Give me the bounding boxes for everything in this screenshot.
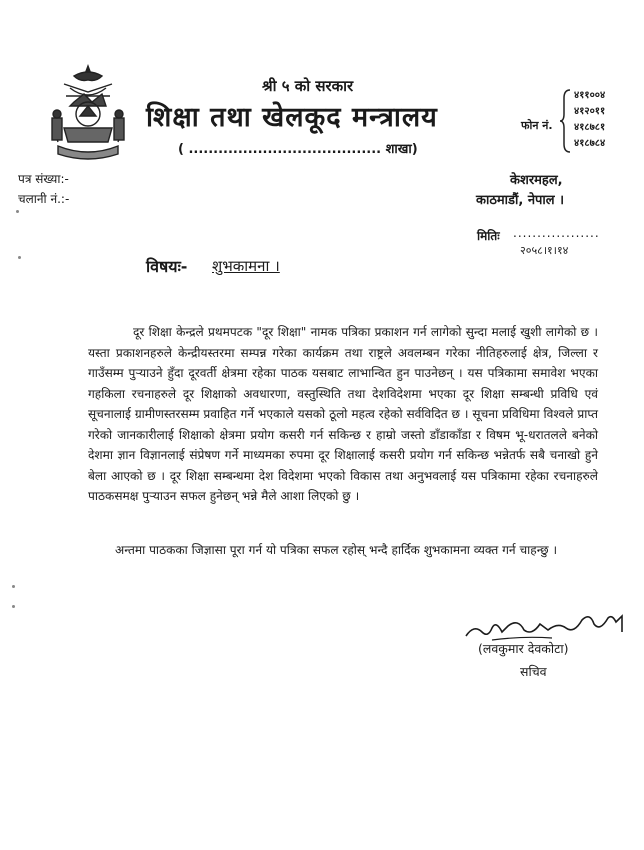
phone-number: ४१८७८१ xyxy=(574,122,606,133)
phone-number: ४१८७८४ xyxy=(574,138,606,149)
scan-speck xyxy=(12,585,15,588)
address-line-2: काठमाडौं, नेपाल । xyxy=(476,193,565,208)
date-label: मितिः xyxy=(477,229,500,243)
body-paragraph: दूर शिक्षा केन्द्रले प्रथमपटक "दूर शिक्षा" नामक पत्रिका प्रकाशन गर्न लागेको सुन्दा मलाई खुशी लागेको छ । यस्ता प्रकाशनहरुले केन्द्रीयस्तरमा सम्पन्न गरेका कार्यक्रम तथा राष्ट्रले अवलम्बन गरेका नीतिहरुलाई क्षेत्र, जिल्ला र गाउँसम्म पुऱ्याउने हुँदा दूरवर्ती क्षेत्रमा रहेका पाठक यसबाट लाभान्वित हुन पाउनेछन् । यस पत्रिकामा समावेश भएका गहकिला रचनाहरुले दूर शिक्षाको अवधारणा, वस्तुस्थिति तथा देशविदेशमा भएका दूर शिक्षा सम्बन्धी प्रविधि एवं सूचनालाई ग्रामीणस्तरसम्म प्रवाहित गर्ने भएकाले यसको ठूलो महत्व रहेको सर्वविदित छ । सूचना प्रविधिमा विश्वले प्राप्त गरेको जानकारीलाई शिक्षाको क्षेत्रमा प्रयोग कसरी गर्न सकिन्छ र हाम्रो जस्तो डाँडाकाँडा र विषम भू-धरातलले बनेको देशमा ज्ञान विज्ञानलाई संप्रेषण गर्ने माध्यमका रुपमा दूर शिक्षालाई कसरी प्रयोग गर्न सकिन्छ भन्नेतर्फ सबै चनाखो हुने बेला आएको छ । दूर शिक्षा सम्बन्धमा देश विदेशमा भएको विकास तथा अनुभवलाई यस पत्रिकामा रहेका रचनाहरुले पाठकसमक्ष पुऱ्याउन सफल हुनेछन् भन्ने मैले आशा लिएको छु । xyxy=(88,325,598,503)
government-heading: श्री ५ को सरकार xyxy=(262,77,354,95)
signer-name: (लवकुमार देवकोटा) xyxy=(478,641,569,656)
subject-text: शुभकामना । xyxy=(212,257,280,275)
signer-title: सचिव xyxy=(520,664,547,679)
scan-speck xyxy=(16,210,19,213)
brace-icon xyxy=(560,88,572,154)
emblem-icon xyxy=(44,62,132,166)
branch-line: ( ....................................... शाखा) xyxy=(178,142,418,157)
ministry-heading: शिक्षा तथा खेलकूद मन्त्रालय xyxy=(146,102,438,133)
phone-number: ४१२०११ xyxy=(574,106,606,117)
reference-number-label: पत्र संख्या:- xyxy=(18,172,69,186)
phone-label: फोन नं. xyxy=(521,119,553,132)
closing-paragraph: अन्तमा पाठकका जिज्ञासा पूरा गर्न यो पत्रिका सफल रहोस् भन्दै हार्दिक शुभकामना व्यक्त गर्न चाहन्छु । xyxy=(115,543,558,557)
address-line-1: केशरमहल, xyxy=(510,173,563,188)
phone-number: ४११००४ xyxy=(574,90,606,101)
dispatch-number-label: चलानी नं.:- xyxy=(18,192,70,206)
date-value: २०५८।१।१४ xyxy=(520,244,569,257)
scan-speck xyxy=(18,256,21,259)
phone-number-list xyxy=(574,88,605,152)
subject-label: विषयः- xyxy=(146,257,188,276)
scan-speck xyxy=(12,605,15,608)
date-dotted-line: .................. xyxy=(513,226,600,240)
